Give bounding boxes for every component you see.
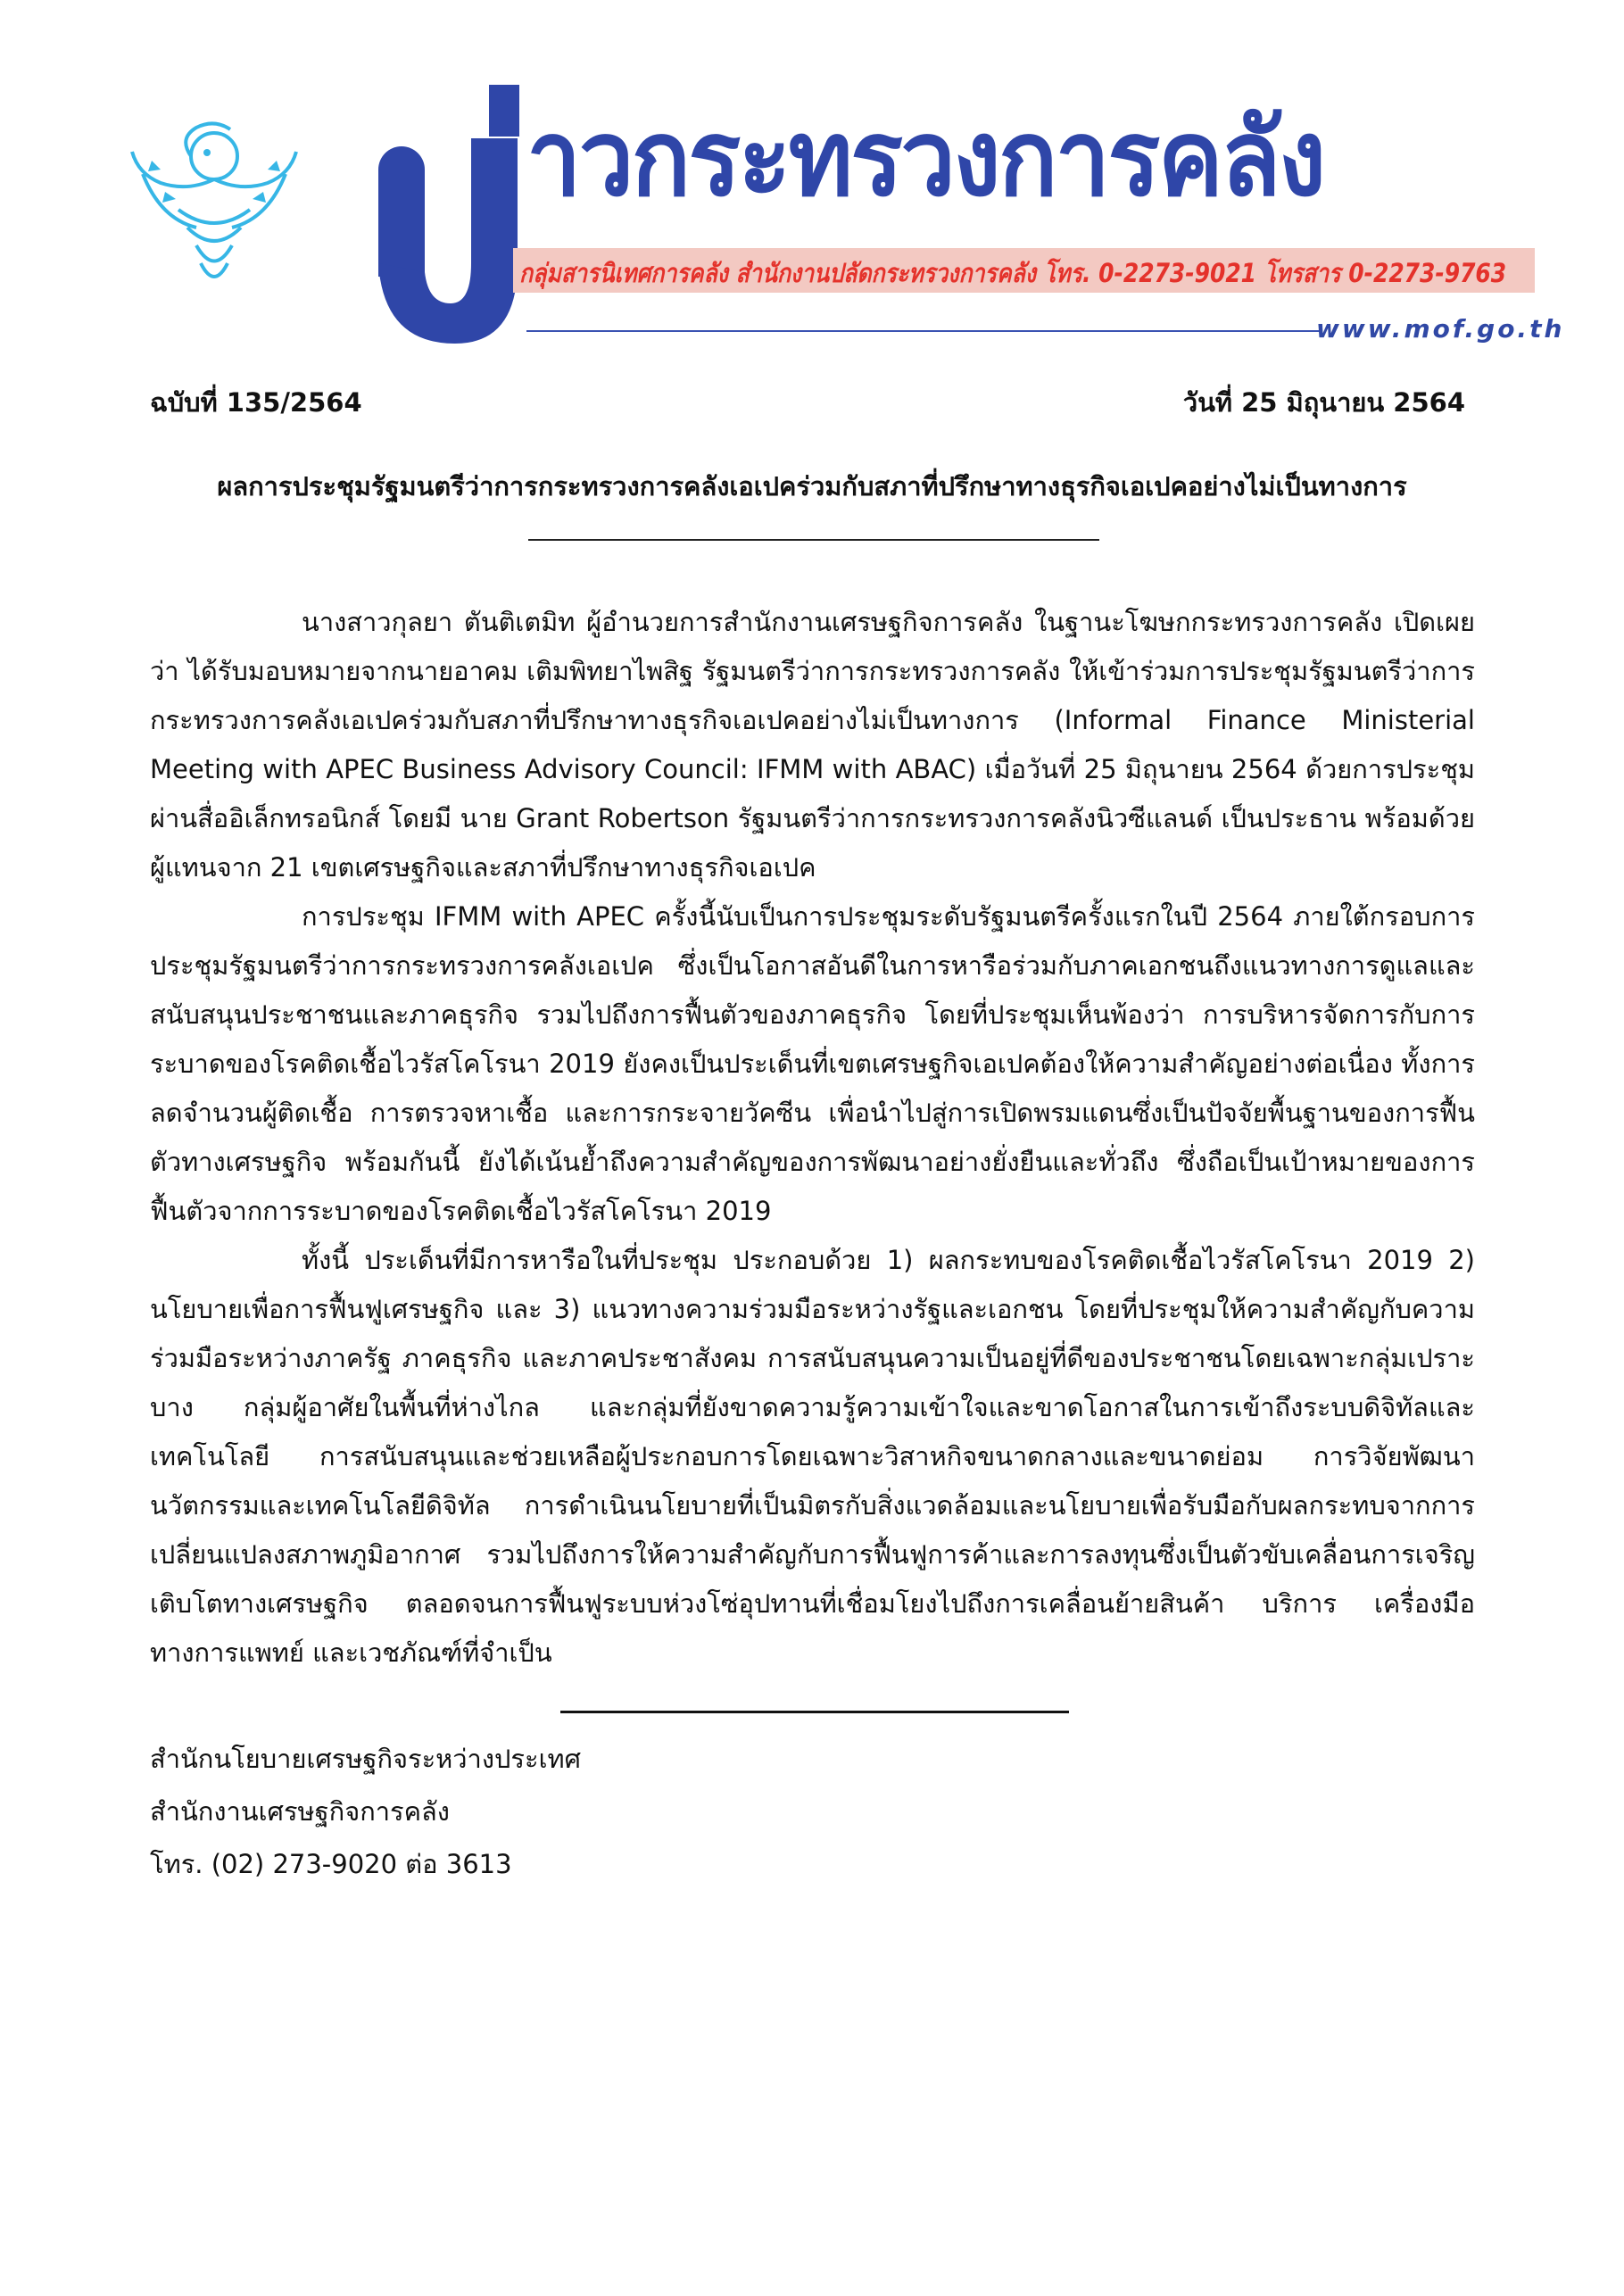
footer-phone: โทร. (02) 273-9020 ต่อ 3613 [150,1849,512,1879]
document-body [150,598,1475,1678]
footer-agency: สำนักงานเศรษฐกิจการคลัง [150,1796,450,1827]
issue-number: ฉบับที่ 135/2564 [150,387,362,418]
contact-line: กลุ่มสารนิเทศการคลัง สำนักงานปลัดกระทรวงการคลัง โทร. 0-2273-9021 โทรสาร 0-2273-9763 [519,258,1507,288]
body-paragraph: นางสาวกุลยา ตันติเตมิท ผู้อำนวยการสำนักงานเศรษฐกิจการคลัง ในฐานะโฆษกกระทรวงการคลัง เปิดเผยว่า ได้รับมอบหมายจากนายอาคม เติมพิทยาไพสิฐ รัฐมนตรีว่าการกระทรวงการคลัง ให้เข้าร่วมการประชุมรัฐมนตรีว่าการกระทรวงการคลังเอเปคร่วมกับสภาที่ปรึกษาทางธุรกิจเอเปคอย่างไม่เป็นทางการ (Informal Finance Ministerial Meeting with APEC Business Advisory Council: IFMM with ABAC) เมื่อวันที่ 25 มิถุนายน 2564 ด้วยการประชุมผ่านสื่ออิเล็กทรอนิกส์ โดยมี นาย Grant Robertson รัฐมนตรีว่าการกระทรวงการคลังนิวซีแลนด์ เป็นประธาน พร้อมด้วยผู้แทนจาก 21 เขตเศรษฐกิจและสภาที่ปรึกษาทางธุรกิจเอเปค [150,607,1475,883]
end-divider [560,1711,1069,1713]
garuda-emblem-icon [125,120,303,290]
document-title: ผลการประชุมรัฐมนตรีว่าการกระทรวงการคลังเอเปคร่วมกับสภาที่ปรึกษาทางธุรกิจเอเปคอย่างไม่เป็นทางการ [217,471,1407,501]
website-link[interactable]: www.mof.go.th [1316,314,1565,344]
footer-office: สำนักนโยบายเศรษฐกิจระหว่างประเทศ [150,1744,582,1774]
contact-footer [150,1733,581,1891]
masthead-title: าวกระทรวงการคลัง [526,96,1324,220]
body-paragraph: ทั้งนี้ ประเด็นที่มีการหารือในที่ประชุม ประกอบด้วย 1) ผลกระทบของโรคติดเชื้อไวรัสโคโรนา 2019 2) นโยบายเพื่อการฟื้นฟูเศรษฐกิจ และ 3) แนวทางความร่วมมือระหว่างรัฐและเอกชน โดยที่ประชุมให้ความสำคัญกับความร่วมมือระหว่างภาครัฐ ภาคธุรกิจ และภาคประชาสังคม การสนับสนุนความเป็นอยู่ที่ดีของประชาชนโดยเฉพาะกลุ่มเปราะบาง กลุ่มผู้อาศัยในพื้นที่ห่างไกล และกลุ่มที่ยังขาดความรู้ความเข้าใจและขาดโอกาสในการเข้าถึงระบบดิจิทัลและเทคโนโลยี การสนับสนุนและช่วยเหลือผู้ประกอบการโดยเฉพาะวิสาหกิจขนาดกลางและขนาดย่อม การวิจัยพัฒนานวัตกรรมและเทคโนโลยีดิจิทัล การดำเนินนโยบายที่เป็นมิตรกับสิ่งแวดล้อมและนโยบายเพื่อรับมือกับผลกระทบจากการเปลี่ยนแปลงสภาพภูมิอากาศ รวมไปถึงการให้ความสำคัญกับการฟื้นฟูการค้าและการลงทุนซึ่งเป็นตัวขับเคลื่อนการเจริญเติบโตทางเศรษฐกิจ ตลอดจนการฟื้นฟูระบบห่วงโซ่อุปทานที่เชื่อมโยงไปถึงการเคลื่อนย้ายสินค้า บริการ เครื่องมือทางการแพทย์ และเวชภัณฑ์ที่จำเป็น [150,1245,1475,1668]
body-paragraph: การประชุม IFMM with APEC ครั้งนี้นับเป็นการประชุมระดับรัฐมนตรีครั้งแรกในปี 2564 ภายใต้กรอบการประชุมรัฐมนตรีว่าการกระทรวงการคลังเอเปค ซึ่งเป็นโอกาสอันดีในการหารือร่วมกับภาคเอกชนถึงแนวทางการดูแลและสนับสนุนประชาชนและภาคธุรกิจ รวมไปถึงการฟื้นตัวของภาคธุรกิจ โดยที่ประชุมเห็นพ้องว่า การบริหารจัดการกับการระบาดของโรคติดเชื้อไวรัสโคโรนา 2019 ยังคงเป็นประเด็นที่เขตเศรษฐกิจเอเปคต้องให้ความสำคัญอย่างต่อเนื่อง ทั้งการลดจำนวนผู้ติดเชื้อ การตรวจหาเชื้อ และการกระจายวัคซีน เพื่อนำไปสู่การเปิดพรมแดนซึ่งเป็นปัจจัยพื้นฐานของการฟื้นตัวทางเศรษฐกิจ พร้อมกันนี้ ยังได้เน้นย้ำถึงความสำคัญของการพัฒนาอย่างยั่งยืนและทั่วถึง ซึ่งถือเป็นเป้าหมายของการฟื้นตัวจากการระบาดของโรคติดเชื้อไวรัสโคโรนา 2019 [150,901,1475,1226]
header-rule [526,330,1321,332]
title-divider [528,539,1099,541]
issue-date: วันที่ 25 มิถุนายน 2564 [1182,387,1465,418]
